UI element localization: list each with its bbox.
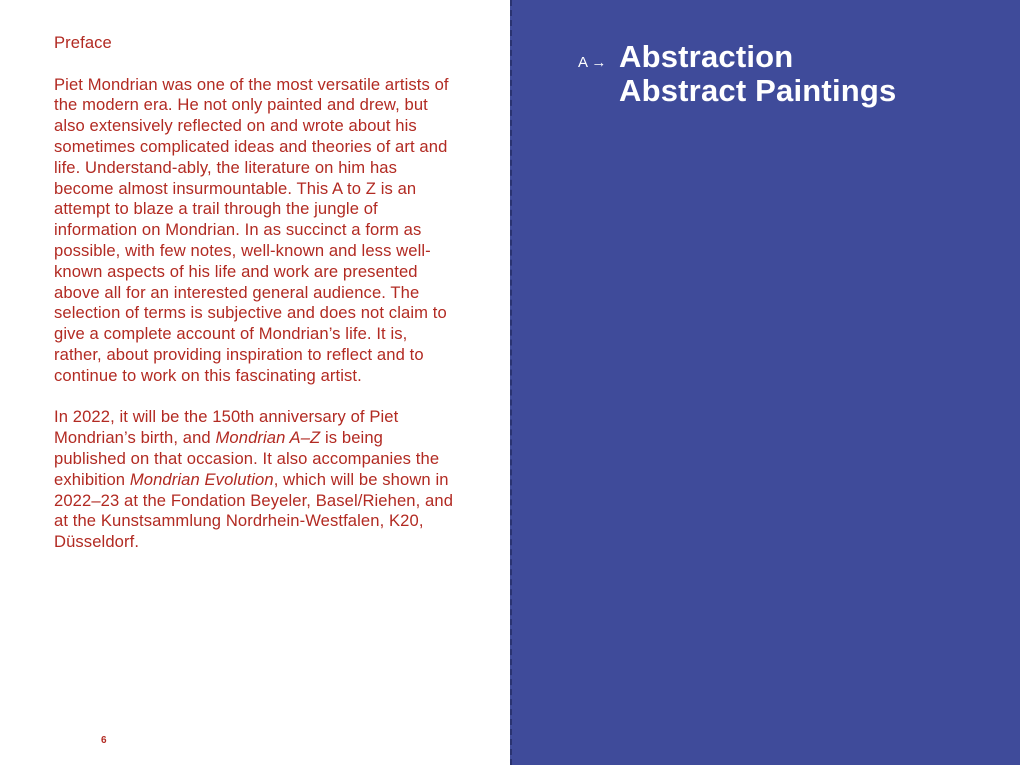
preface-paragraph-2 bbox=[54, 407, 454, 553]
paragraph-2-part-1: In 2022, it will be the 150th anniversary of Piet Mondrian’s birth, and bbox=[54, 407, 399, 448]
page-number: 6 bbox=[101, 735, 107, 746]
exhibition-title: Mondrian Evolution bbox=[129, 469, 274, 489]
entry-title-abstraction: Abstraction bbox=[619, 39, 794, 74]
letter-marker: A → bbox=[578, 54, 607, 71]
paragraph-2-part-2: is being published on that occasion. It also accompanies the exhibition bbox=[54, 428, 440, 489]
right-page bbox=[510, 0, 1020, 765]
preface-heading: Preface bbox=[54, 33, 112, 52]
paragraph-2-part-3: , which will be shown in 2022–23 at the Fondation Beyeler, Basel/Riehen, and at the Kunstsammlung Nordrhein-Westfalen, K20, Düsseldorf. bbox=[54, 469, 454, 552]
entry-titles bbox=[619, 40, 896, 108]
preface-text bbox=[54, 33, 454, 553]
paragraph-spacer bbox=[54, 54, 454, 75]
book-title: Mondrian A–Z bbox=[215, 428, 321, 448]
entry-title-abstract-paintings: Abstract Paintings bbox=[619, 73, 897, 108]
preface-paragraph-1: Piet Mondrian was one of the most versatile artists of the modern era. He not only painted and drew, but also extensively reflected on and wrote about his sometimes complicated ideas and theories of art and life. Understand-ably, the literature on him has become almost insurmountable. This A to Z is an attempt to blaze a trail through the jungle of information on Mondrian. In as succinct a form as possible, with few notes, well-known and less well-known aspects of his life and work are presented above all for an interested general audience. The selection of terms is subjective and does not claim to give a complete account of Mondrian’s life. It is, rather, about providing inspiration to reflect and to continue to work on this fascinating artist. bbox=[54, 74, 449, 385]
paragraph-spacer bbox=[54, 387, 454, 408]
